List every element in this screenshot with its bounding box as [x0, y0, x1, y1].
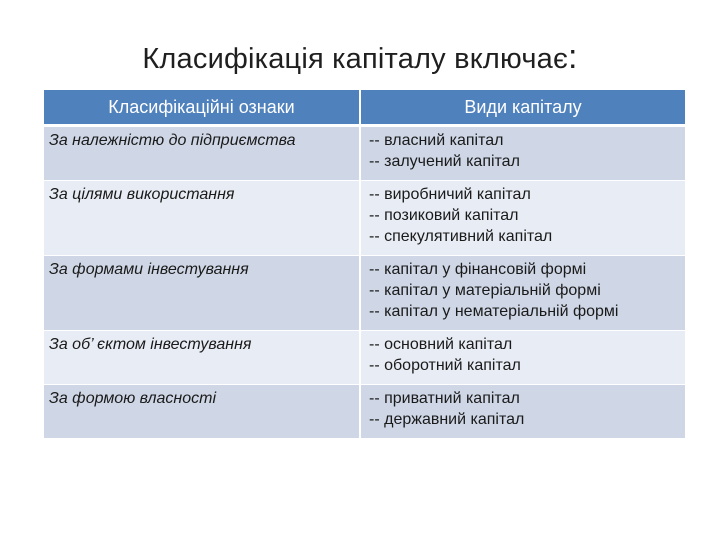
slide-title [0, 38, 720, 77]
header-classification-signs: Класифікаційні ознаки [44, 90, 360, 126]
classification-sign: За об’ єктом інвестування [44, 331, 360, 385]
capital-type: -- залучений капітал [369, 153, 520, 170]
classification-sign: За формою власності [44, 385, 360, 439]
capital-types-cell [360, 256, 685, 331]
capital-type: -- оборотний капітал [369, 357, 521, 374]
capital-type: -- основний капітал [369, 336, 513, 353]
capital-type: -- капітал у матеріальній формі [369, 282, 601, 299]
capital-types-cell [360, 126, 685, 181]
table-header-row [44, 90, 685, 126]
capital-type: -- капітал у фінансовій формі [369, 261, 587, 278]
classification-sign: За належністю до підприємства [44, 126, 360, 181]
classification-sign: За цілями використання [44, 181, 360, 256]
capital-type: -- спекулятивний капітал [369, 228, 553, 245]
table-row [44, 256, 685, 331]
capital-type: -- позиковий капітал [369, 207, 519, 224]
table-row [44, 385, 685, 439]
capital-types-cell [360, 331, 685, 385]
table-row [44, 126, 685, 181]
capital-type: -- власний капітал [369, 132, 504, 149]
capital-types-cell [360, 181, 685, 256]
slide-title-colon: : [568, 38, 578, 76]
capital-type: -- державний капітал [369, 411, 525, 428]
classification-sign: За формами інвестування [44, 256, 360, 331]
table-row [44, 331, 685, 385]
header-capital-types: Види капіталу [360, 90, 685, 126]
table-row [44, 181, 685, 256]
capital-type: -- капітал у нематеріальній формі [369, 303, 619, 320]
capital-type: -- виробничий капітал [369, 186, 531, 203]
capital-type: -- приватний капітал [369, 390, 520, 407]
slide-title-text: Класифікація капіталу включає [142, 43, 568, 75]
capital-types-cell [360, 385, 685, 439]
classification-table [44, 90, 685, 438]
